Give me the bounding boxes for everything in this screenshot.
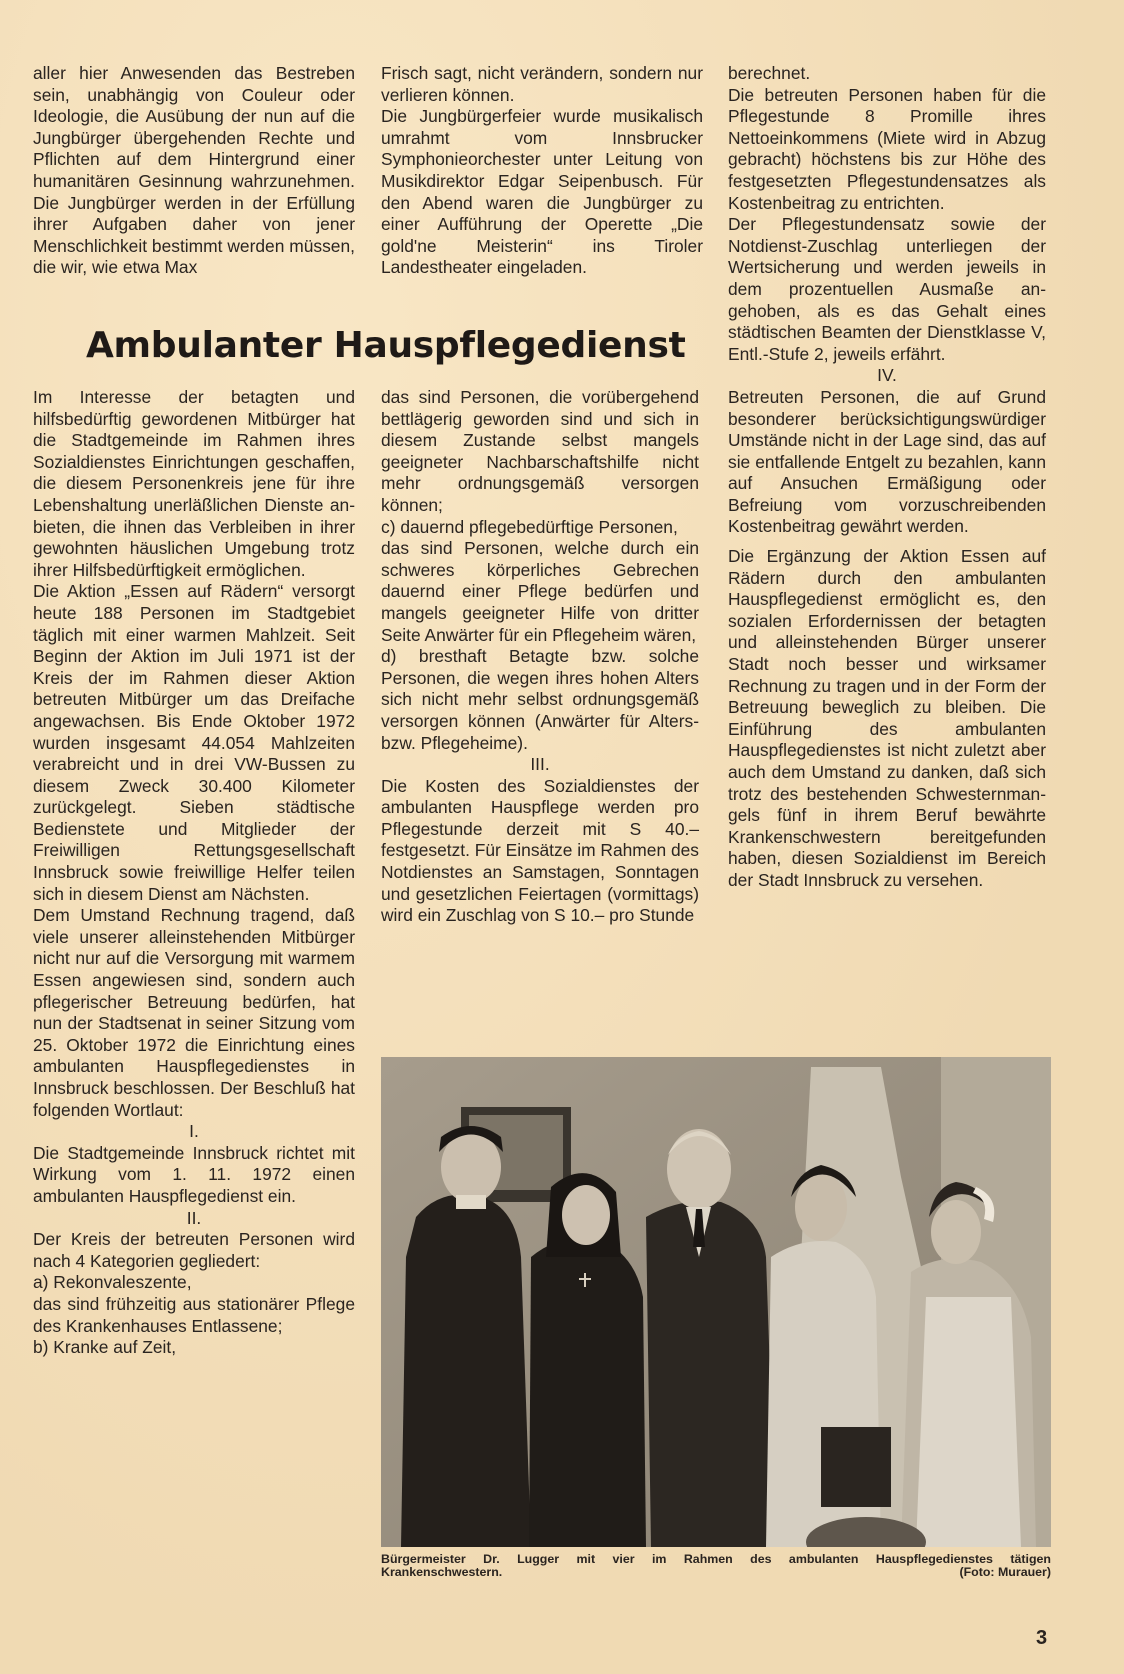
- article-column-1: [33, 387, 355, 1359]
- photo-credit: (Foto: Murauer): [959, 1565, 1051, 1579]
- group-photo: [381, 1057, 1051, 1547]
- category-text: d) bresthaft Betagte bzw. solche Personen, die wegen ihres hohen Alters sich nicht mehr selbst ordnungsgemäß versorgen können (Anwärter für Alters- bzw. Pflegeheime).: [381, 646, 699, 753]
- apron: [916, 1297, 1021, 1547]
- article-paragraph: Die Aktion „Essen auf Rädern“ versorgt heute 188 Personen im Stadtgebiet täglich mit einer warmen Mahlzeit. Seit Beginn der Aktion im Juli 1971 ist der Kreis der im Rahmen dieser Aktion betreuten Mitbürger um das Dreifache angewachsen. Bis Ende Oktober 1972 wurden insgesamt 44.054 Mahlzeiten verabreicht und in drei VW-Bussen zu diesem Zweck 30.400 Kilometer zurückgelegt. Sieben städtische Bedienstete und Mitglieder der Freiwilligen Rettungsgesellschaft Innsbruck sowie freiwillige Helfer teilen sich in diesem Dienst am Nächsten.: [33, 581, 355, 904]
- intro-column-1: [33, 63, 355, 279]
- section-text: Die Kosten des Sozialdienstes der ambulanten Hauspflege werden pro Pflegestunde derzeit mit S 40.– festgesetzt. Für Einsätze im Rahmen des Notdienstes an Samstagen, Sonntagen und gesetzlichen Feiertagen (vormittags) wird ein Zuschlag von S 10.– pro Stunde: [381, 775, 699, 926]
- article-paragraph: Die Ergänzung der Aktion Essen auf Rädern durch den ambulanten Hauspflegedienst ermöglicht es, den sozialen Erfordernissen der betagten und alleinstehenden Bürger unserer Stadt noch besser und wirksamer Rechnung zu tragen und in der Form der Betreuung beweglich zu bleiben. Die Einführung des ambulanten Hauspflegedienstes ist nicht zuletzt aber auch dem Umstand zu danken, daß sich trotz des bestehenden Schwesternmangels fünf in ihrem Beruf bewährte Krankenschwestern bereitgefunden haben, diesen Sozialdienst im Bereich der Stadt Innsbruck zu versehen.: [728, 546, 1046, 890]
- collar: [456, 1195, 486, 1209]
- face: [931, 1200, 981, 1264]
- section-text: berechnet.: [728, 63, 811, 83]
- section-text: Die Stadtgemeinde Innsbruck richtet mit Wirkung vom 1. 11. 1972 einen ambulanten Hauspflegedienst ein.: [33, 1142, 355, 1206]
- caption-line-2-row: [381, 1566, 1051, 1579]
- face: [795, 1173, 847, 1241]
- article-paragraph: Dem Umstand Rechnung tragend, daß viele unserer alleinstehenden Mitbürger nicht nur auf die Versorgung mit warmem Essen angewiesen sind, sondern auch pflegerischer Betreuung bedürfen, hat nun der Stadtsenat in seiner Sitzung vom 25. Oktober 1972 die Einrichtung eines ambulanten Hauspflegedienstes in Innsbruck beschlossen. Der Beschluß hat folgenden Wortlaut:: [33, 905, 355, 1120]
- category-text: das sind frühzeitig aus stationärer Pflege des Krankenhauses Entlassene;: [33, 1293, 355, 1336]
- article-headline: Ambulanter Hauspflegedienst: [86, 325, 686, 366]
- category-text: das sind Personen, die vorübergehend bettlägerig geworden sind und sich in diesem Zustande selbst mangels geeigneter Nachbarschaftshilfe nicht mehr ordnungsgemäß versorgen können;: [381, 387, 699, 515]
- person-nun-left: [401, 1195, 531, 1548]
- article-column-2: [381, 387, 699, 927]
- section-text: Der Kreis der betreuten Personen wird nach 4 Kategorien gegliedert:: [33, 1229, 355, 1271]
- photo-illustration: [381, 1057, 1051, 1547]
- page-number: 3: [1036, 1627, 1048, 1649]
- section-numeral: III.: [530, 754, 550, 775]
- section-numeral: I.: [189, 1121, 199, 1142]
- face: [562, 1185, 610, 1245]
- section-text: Die betreuten Personen haben für die Pflegestunde 8 Promille ihres Nettoeinkommens (Miete wird in Abzug gebracht) höchstens bis zur Höhe des festgesetzten Pflegestundensatzes als Kostenbeitrag zu entrichten.: [728, 84, 1046, 213]
- intro-paragraph: Die Jungbürgerfeier wurde musikalisch umrahmt vom Innsbrucker Symphonieorchester unter Leitung von Musikdirektor Edgar Seipenbusch. Für den Abend waren die Jungbürger zu einer Aufführung der Operette „Die gold'ne Meisterin“ ins Tiroler Landestheater eingeladen.: [381, 106, 703, 278]
- photo-caption: [381, 1553, 1051, 1579]
- intro-paragraph: Frisch sagt, nicht verändern, sondern nur verlieren können.: [381, 63, 703, 105]
- person-nun-center: [529, 1237, 646, 1547]
- category-title: b) Kranke auf Zeit,: [33, 1337, 177, 1358]
- section-numeral: II.: [186, 1207, 202, 1228]
- face: [667, 1129, 731, 1209]
- article-paragraph: Im Interesse der betagten und hilfsbedürftig gewordenen Mitbürger hat die Stadtgemeinde im Rahmen ihres Sozialdienstes Einrichtungen geschaffen, die diesem Personenkreis jene für ihre Lebenshaltung unerläßlichen Dienste anbieten, die ihnen das Verbleiben in ihrer gewohnten häuslichen Umgebung trotz ihrer Hilfsbedürftigkeit ermöglichen.: [33, 387, 355, 580]
- category-text: das sind Personen, welche durch ein schweres körperliches Gebrechen dauernd einer Pflege bedürfen und mangels geeigneter Hilfe von dritter Seite Anwärter für ein Pflegeheim wären,: [381, 538, 699, 645]
- section-numeral: IV.: [877, 365, 897, 386]
- intro-paragraph: aller hier Anwesenden das Bestreben sein, unabhängig von Couleur oder Ideologie, die Ausübung der nun auf die Jungbürger übergehenden Rechte und Pflichten auf dem Hintergrund einer humanitären Gesinnung wahrzunehmen. Die Jungbürger werden in der Erfüllung ihrer Aufgaben daher von jener Menschlichkeit bestimmt werden müssen, die wir, wie etwa Max: [33, 63, 355, 278]
- bag: [821, 1427, 891, 1507]
- caption-line-1: Bürgermeister Dr. Lugger mit vier im Rahmen des ambulanten Hauspflegedienstes tätigen: [381, 1552, 1051, 1566]
- person-mayor: [646, 1201, 776, 1547]
- section-text: Der Pflegestundensatz sowie der Notdienst-Zuschlag unterliegen der Wertsicherung und werden jeweils in dem prozentuellen Ausmaße angehoben, als es das Gehalt eines städtischen Beamten der Dienstklasse V, Entl.-Stufe 2, jeweils erfährt.: [728, 214, 1046, 364]
- caption-line-2: Krankenschwestern.: [381, 1565, 503, 1579]
- category-title: a) Rekonvaleszente,: [33, 1272, 192, 1293]
- intro-column-2: [381, 63, 703, 279]
- category-title: c) dauernd pflegebedürftige Personen,: [381, 516, 678, 537]
- section-text: Betreuten Personen, die auf Grund besonderer berücksichtigungswürdiger Umstände nicht in der Lage sind, das auf sie entfallende Entgelt zu bezahlen, kann auf Ansuchen Ermäßigung oder Befreiung vom vorzuschreibenden Kostenbeitrag gewährt werden.: [728, 386, 1046, 537]
- article-column-3: [728, 63, 1046, 892]
